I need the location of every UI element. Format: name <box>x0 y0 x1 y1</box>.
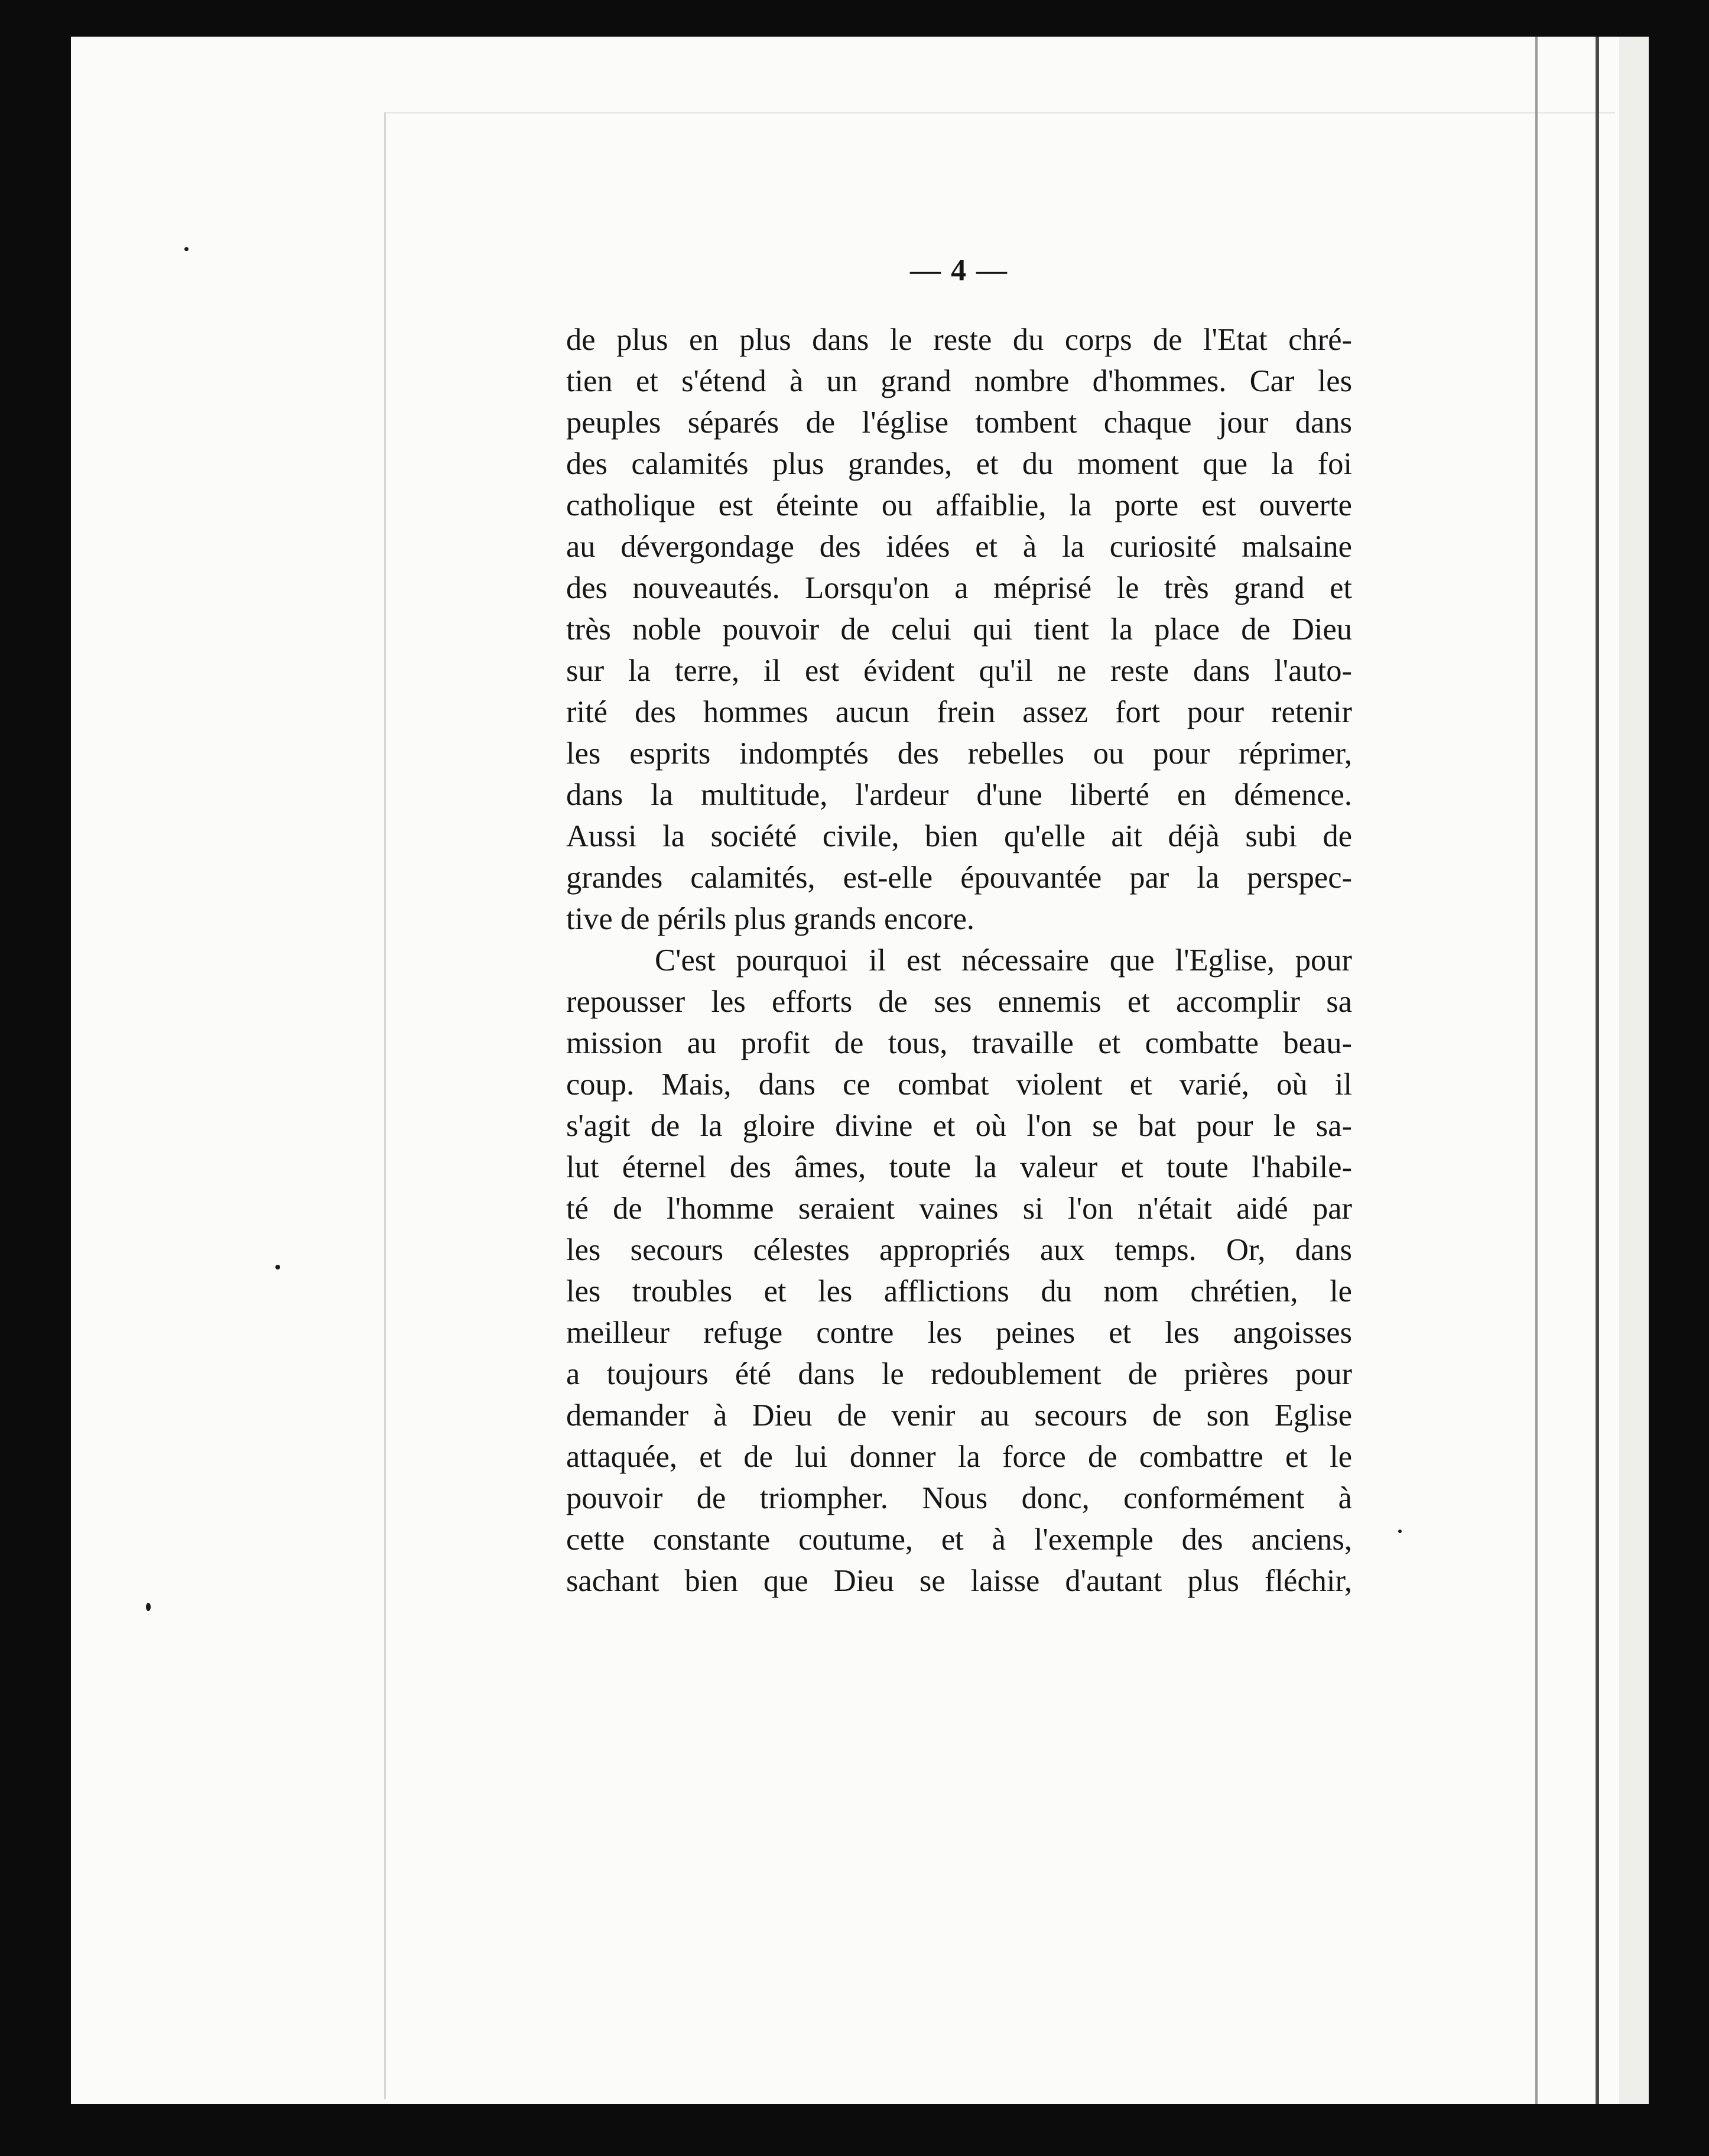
text-line: de plus en plus dans le reste du corps de l'Etat chré- <box>566 323 1352 357</box>
scan-border-top <box>0 0 1709 37</box>
text-line: Aussi la société civile, bien qu'elle ait déjà subi de <box>566 819 1352 853</box>
ink-speck <box>275 1265 280 1269</box>
text-line: peuples séparés de l'église tombent chaque jour dans <box>566 405 1352 440</box>
text-line: cette constante coutume, et à l'exemple des anciens, <box>566 1522 1352 1557</box>
text-line: dans la multitude, l'ardeur d'une liberté en démence. <box>566 778 1352 812</box>
text-line: lut éternel des âmes, toute la valeur et toute l'habile- <box>566 1150 1352 1184</box>
text-line: grandes calamités, est-elle épouvantée par la perspec- <box>566 861 1352 895</box>
text-line: tien et s'étend à un grand nombre d'hommes. Car les <box>566 364 1352 398</box>
text-line: repousser les efforts de ses ennemis et accomplir sa <box>566 985 1352 1019</box>
ink-speck <box>1398 1530 1402 1533</box>
text-line: attaquée, et de lui donner la force de combattre et le <box>566 1440 1352 1474</box>
text-line: des nouveautés. Lorsqu'on a méprisé le très grand et <box>566 571 1352 605</box>
text-line: a toujours été dans le redoublement de prières pour <box>566 1357 1352 1391</box>
page-fold-line <box>1596 37 1599 2104</box>
text-line: sur la terre, il est évident qu'il ne reste dans l'auto- <box>566 654 1352 688</box>
text-line: demander à Dieu de venir au secours de son Eglise <box>566 1398 1352 1433</box>
text-line: des calamités plus grandes, et du moment que la foi <box>566 447 1352 481</box>
text-line: sachant bien que Dieu se laisse d'autant plus fléchir, <box>566 1564 1352 1598</box>
text-line: coup. Mais, dans ce combat violent et varié, où il <box>566 1067 1352 1102</box>
text-line: au dévergondage des idées et à la curiosité malsaine <box>566 530 1352 564</box>
text-line: rité des hommes aucun frein assez fort pour retenir <box>566 695 1352 729</box>
text-line: les troubles et les afflictions du nom chrétien, le <box>566 1274 1352 1308</box>
page-number: — 4 — <box>910 254 1008 287</box>
paragraph-last-line: tive de périls plus grands encore. <box>566 902 975 936</box>
text-line: pouvoir de triompher. Nous donc, conformément à <box>566 1481 1352 1515</box>
scan-border-right <box>1649 0 1709 2156</box>
ink-speck <box>146 1603 151 1611</box>
text-line: les esprits indomptés des rebelles ou pour réprimer, <box>566 736 1352 771</box>
text-line: catholique est éteinte ou affaiblie, la porte est ouverte <box>566 488 1352 522</box>
text-line: s'agit de la gloire divine et où l'on se bat pour le sa- <box>566 1109 1352 1143</box>
text-line: très noble pouvoir de celui qui tient la place de Dieu <box>566 612 1352 647</box>
text-line: mission au profit de tous, travaille et combatte beau- <box>566 1026 1352 1060</box>
page-edge-line <box>1535 37 1538 2104</box>
text-line: meilleur refuge contre les peines et les angoisses <box>566 1316 1352 1350</box>
page-curl-margin <box>1619 37 1649 2104</box>
ink-speck <box>184 247 189 251</box>
scan-border-bottom <box>0 2104 1709 2156</box>
text-line: les secours célestes appropriés aux temps. Or, dans <box>566 1233 1352 1267</box>
body-text <box>566 319 1352 1602</box>
scan-border-left <box>0 0 71 2156</box>
text-line: té de l'homme seraient vaines si l'on n'était aidé par <box>566 1191 1352 1226</box>
paragraph-first-line: C'est pourquoi il est nécessaire que l'Eglise, pour <box>655 943 1352 978</box>
